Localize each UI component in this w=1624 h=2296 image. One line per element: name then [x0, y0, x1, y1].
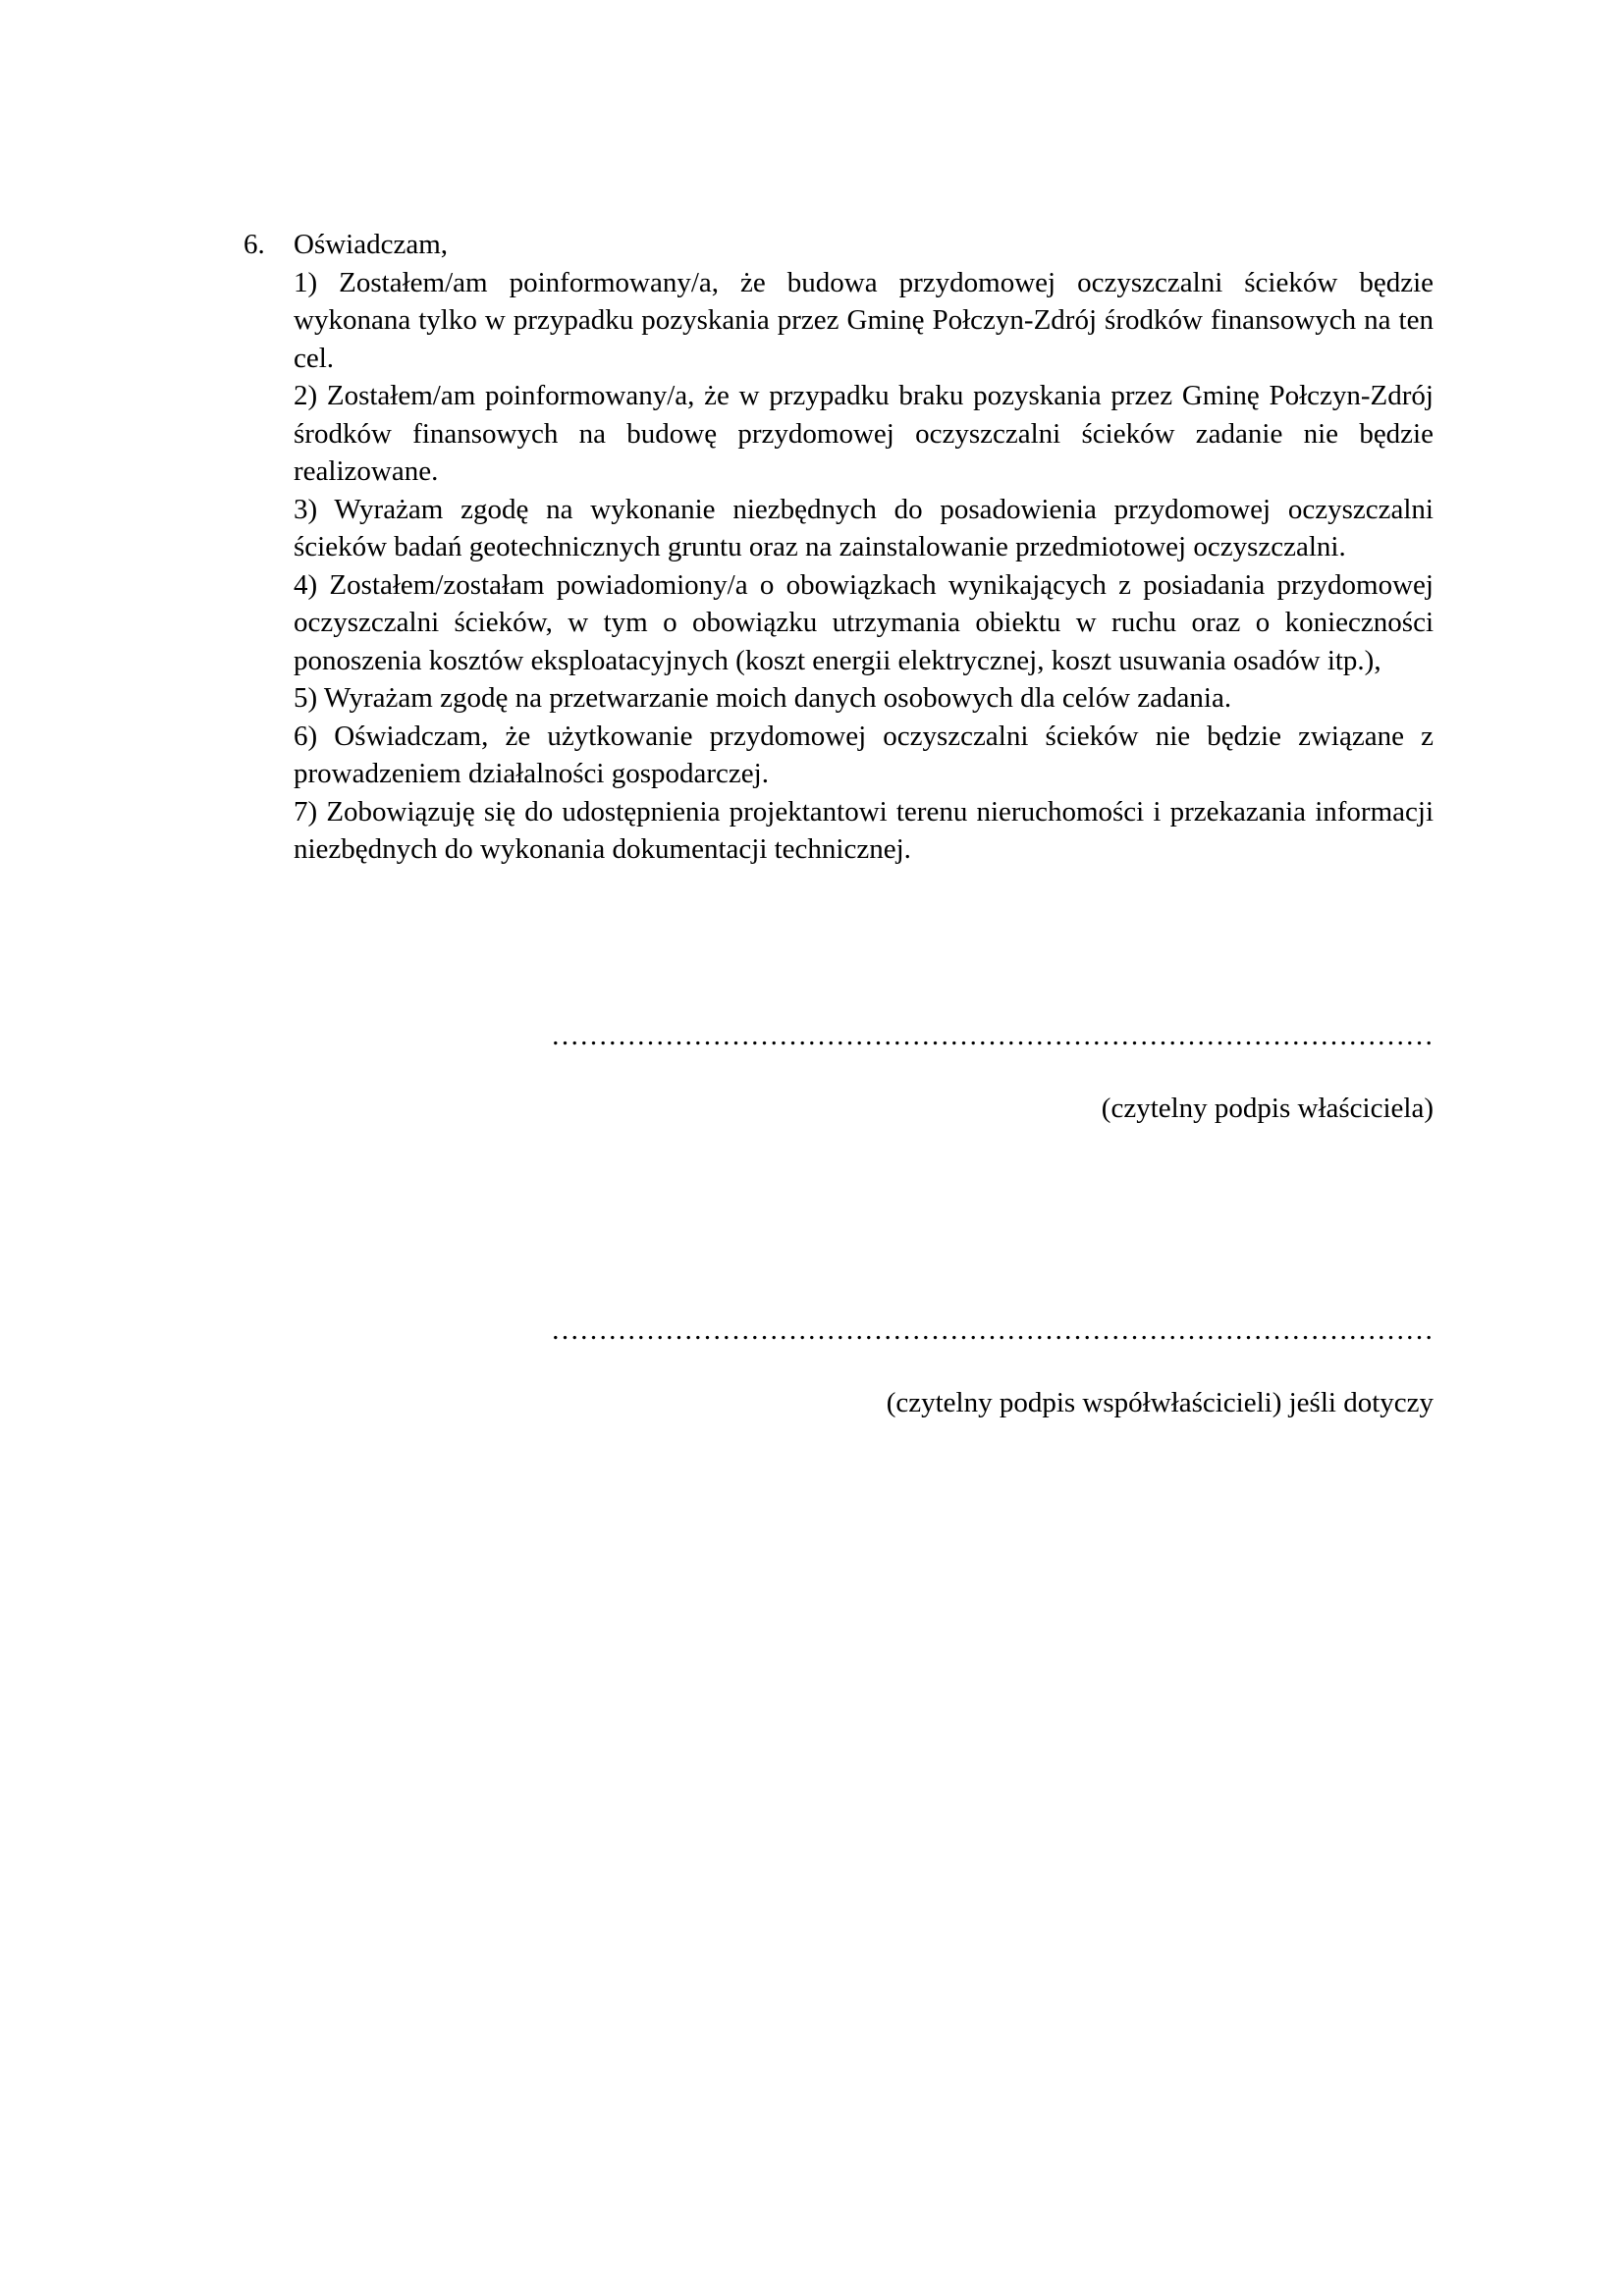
declaration-section: [244, 226, 1434, 869]
owner-signature-caption: (czytelny podpis właściciela): [1101, 1093, 1434, 1124]
declaration-list: [294, 264, 1434, 869]
co-owners-signature-block: [503, 1311, 1434, 1421]
section-title: Oświadczam,: [294, 229, 449, 260]
declaration-item-3: 3) Wyrażam zgodę na wykonanie niezbędnych do posadowienia przydomowej oczyszczalni ścieków badań geotechnicznych gruntu oraz na zainstalowanie przedmiotowej oczyszczalni.: [294, 493, 1434, 562]
section-heading: [244, 226, 1434, 264]
declaration-item-6: 6) Oświadczam, że użytkowanie przydomowej oczyszczalni ścieków nie będzie związane z prowadzeniem działalności gospodarczej.: [294, 720, 1434, 789]
declaration-item-4: 4) Zostałem/zostałam powiadomiony/a o obowiązkach wynikających z posiadania przydomowej oczyszczalni ścieków, w tym o obowiązku utrzymania obiektu w ruchu oraz o konieczności ponoszenia kosztów eksploatacyjnych (koszt energii elektrycznej, koszt usuwania osadów itp.),: [294, 568, 1434, 676]
co-owners-signature-caption: (czytelny podpis współwłaścicieli) jeśli dotyczy: [886, 1387, 1434, 1418]
co-owners-signature-line: …………………………………………………………………………………: [551, 1314, 1434, 1346]
declaration-item-2: 2) Zostałem/am poinformowany/a, że w przypadku braku pozyskania przez Gminę Połczyn-Zdrój środków finansowych na budowę przydomowej oczyszczalni ścieków zadanie nie będzie realizowane.: [294, 380, 1434, 487]
declaration-item-1: 1) Zostałem/am poinformowany/a, że budowa przydomowej oczyszczalni ścieków będzie wykonana tylko w przypadku pozyskania przez Gminę Połczyn-Zdrój środków finansowych na ten cel.: [294, 266, 1434, 374]
section-number: 6.: [244, 229, 265, 260]
owner-signature-block: [503, 1017, 1434, 1127]
declaration-item-7: 7) Zobowiązuję się do udostępnienia projektantowi terenu nieruchomości i przekazania informacji niezbędnych do wykonania dokumentacji technicznej.: [294, 795, 1434, 865]
owner-signature-line: …………………………………………………………………………………: [551, 1020, 1434, 1051]
declaration-item-5: 5) Wyrażam zgodę na przetwarzanie moich danych osobowych dla celów zadania.: [294, 682, 1232, 714]
